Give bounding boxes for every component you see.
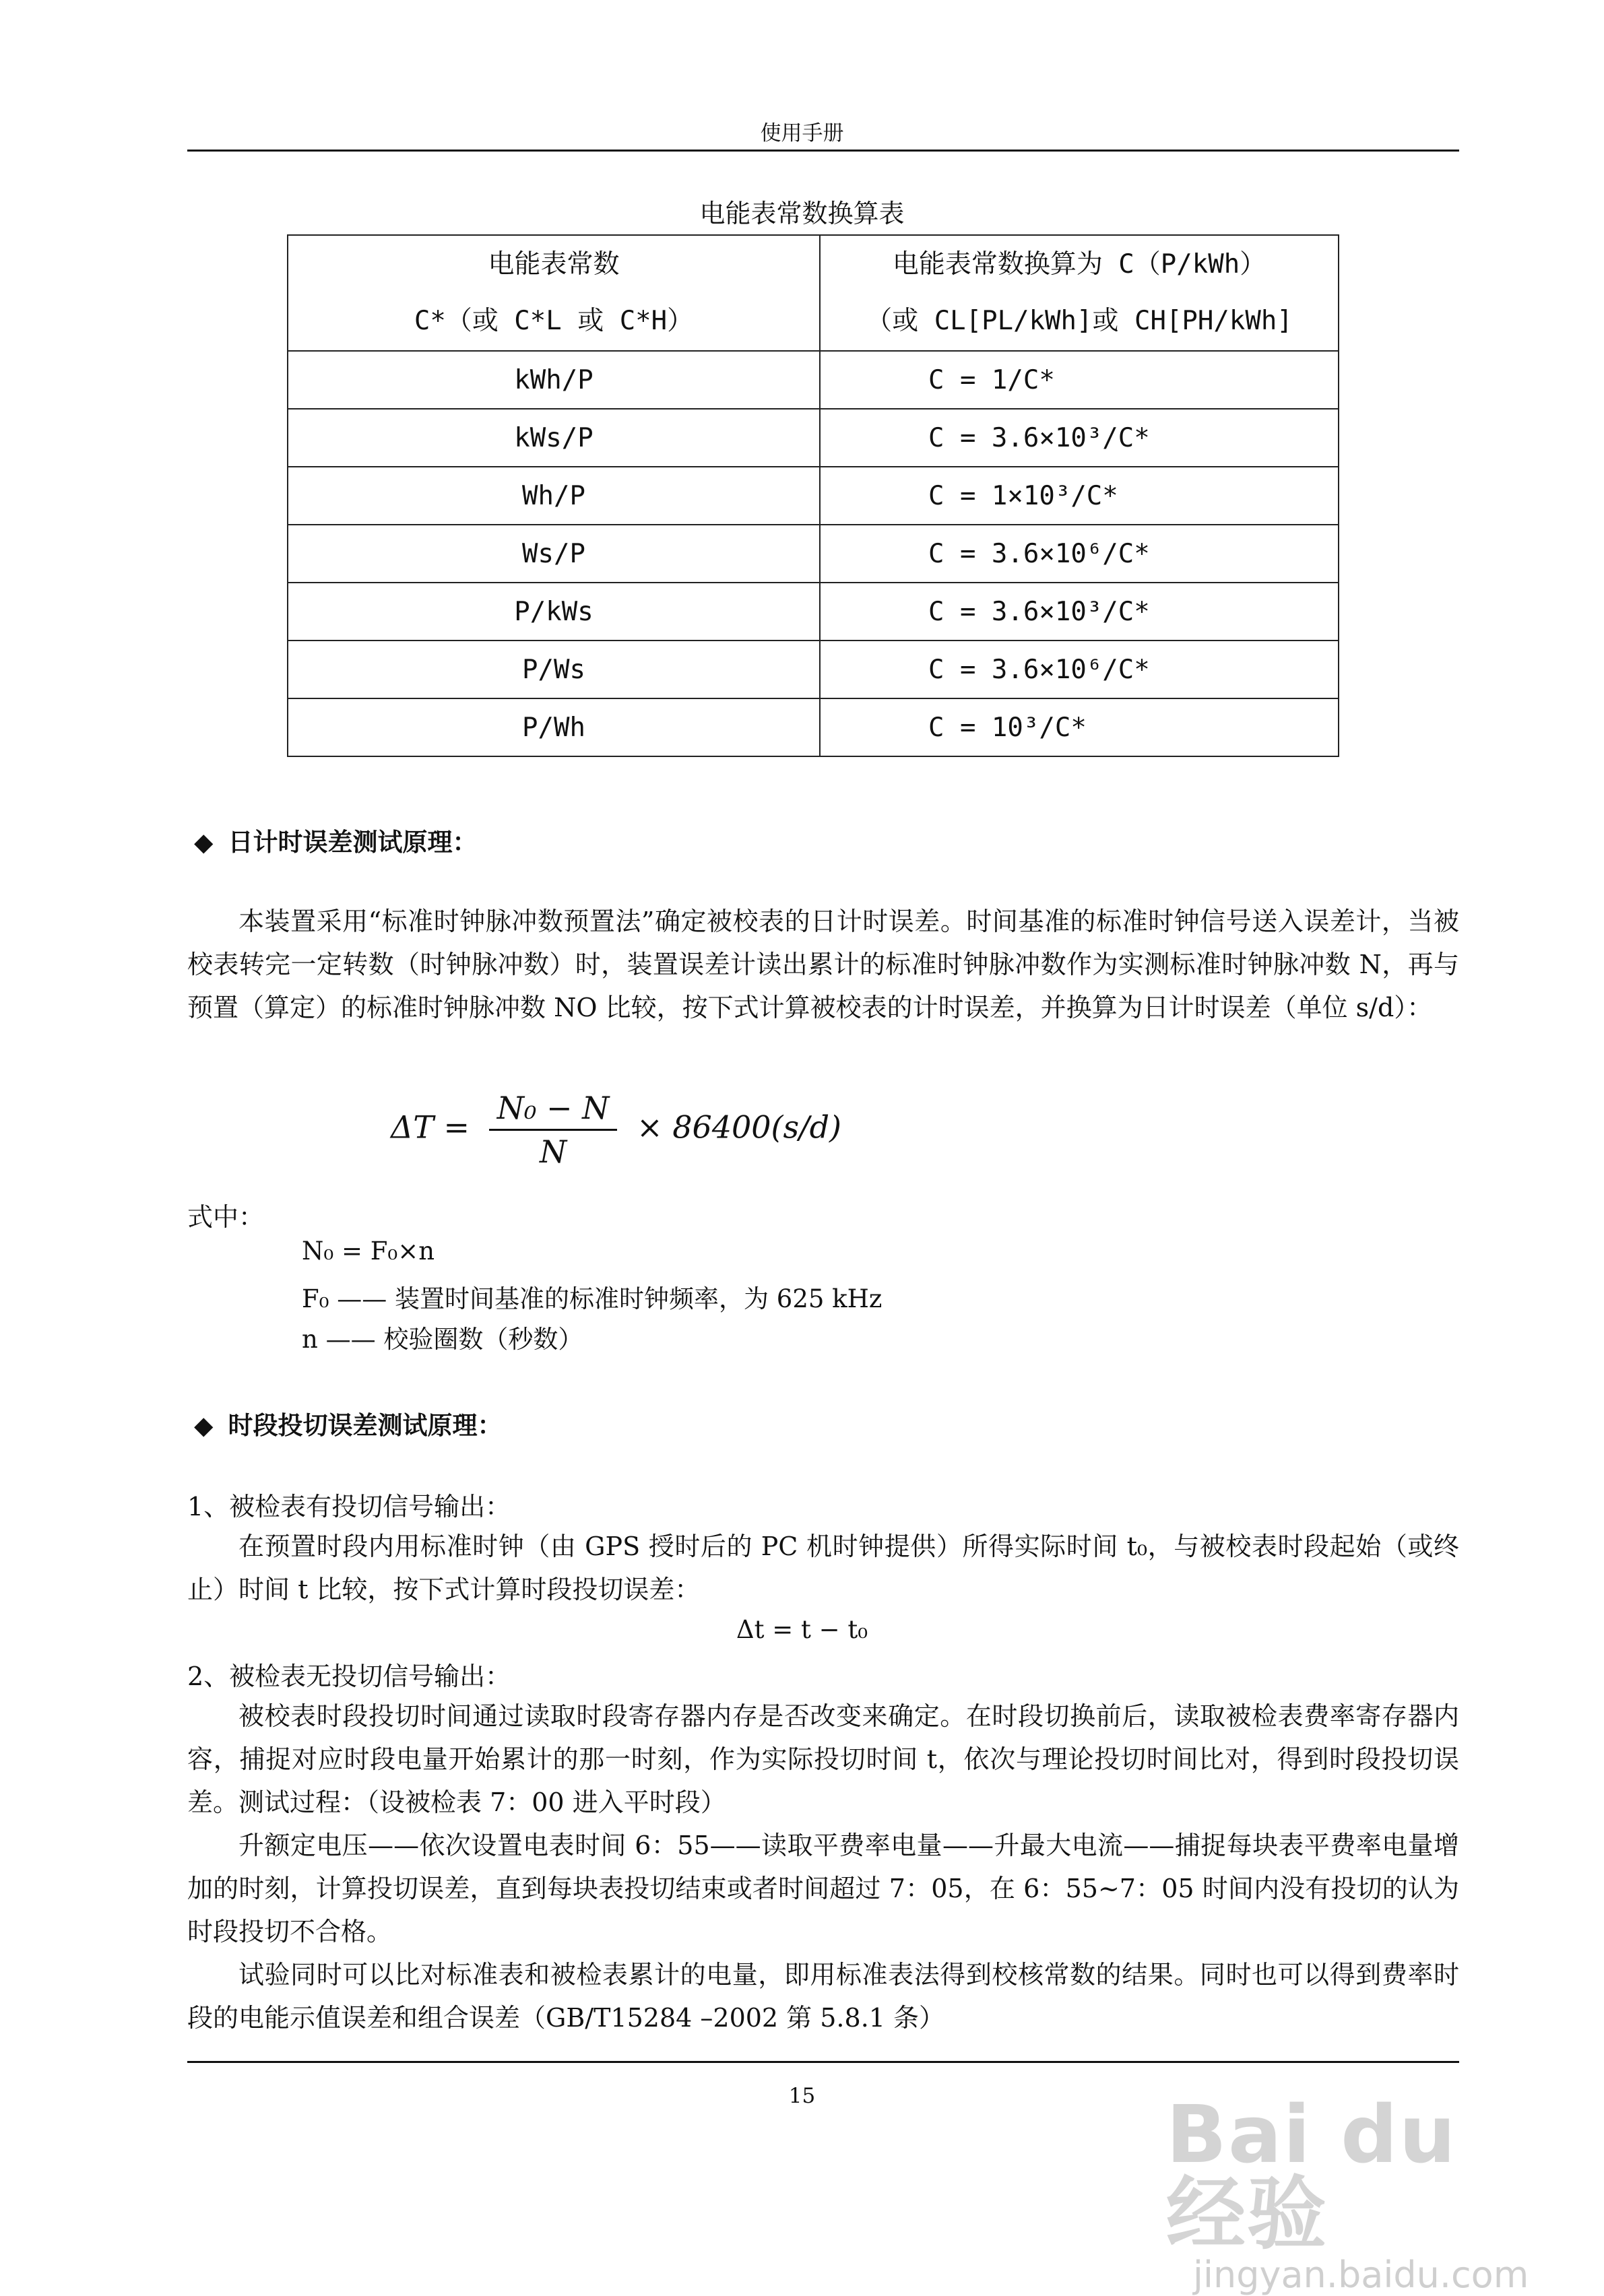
definition-n: n —— 校验圈数（秒数）	[302, 1325, 583, 1354]
formula-cell	[820, 351, 1339, 409]
formula-cell	[820, 641, 1339, 698]
table-header-row	[288, 235, 1339, 351]
formula-text: C = 3.6×10⁶/C*	[928, 538, 1150, 569]
formula-cell	[820, 525, 1339, 583]
header-cell-left	[288, 235, 820, 351]
header-right-line1: 电能表常数换算为 C（P/kWh）	[892, 249, 1266, 280]
footer-rule	[187, 2061, 1459, 2063]
conversion-table	[287, 234, 1339, 757]
formula-cell	[820, 409, 1339, 467]
unit-cell: P/Ws	[288, 641, 820, 698]
page-number: 15	[788, 2084, 816, 2108]
formula-delta-t	[391, 1090, 841, 1170]
formula-fraction	[489, 1090, 618, 1170]
paragraph-comparison: 试验同时可以比对标准表和被检表累计的电量，即用标准表法得到校核常数的结果。同时也可以得到费率时段的电能示值误差和组合误差（GB/T15284 –2002 第 5.8.1 条）	[187, 1960, 1459, 2033]
definition-f0: F₀ —— 装置时间基准的标准时钟频率，为 625 kHz	[302, 1284, 883, 1313]
formula-cell	[820, 467, 1339, 525]
formula-numerator: N₀ − N	[489, 1090, 618, 1131]
unit-cell: P/Wh	[288, 698, 820, 756]
formula-text: C = 3.6×10⁶/C*	[928, 654, 1150, 685]
diamond-bullet-icon: ◆	[194, 828, 214, 857]
table-row	[288, 698, 1339, 756]
formula-cell	[820, 583, 1339, 641]
table-row	[288, 641, 1339, 698]
header-right-line2: （或 CL[PL/kWh]或 CH[PH/kWh]	[866, 306, 1293, 336]
item-1-label: 1、被检表有投切信号输出：	[187, 1492, 511, 1521]
formula-denominator: N	[539, 1134, 567, 1170]
unit-cell: kWh/P	[288, 351, 820, 409]
diamond-bullet-icon: ◆	[194, 1411, 214, 1440]
unit-cell: P/kWs	[288, 583, 820, 641]
definition-n0: N₀ = F₀×n	[302, 1237, 435, 1266]
table-title: 电能表常数换算表	[699, 199, 905, 228]
header-left-line2: C*（或 C*L 或 C*H）	[414, 306, 694, 336]
formula-cell	[820, 698, 1339, 756]
header-rule	[187, 150, 1459, 152]
page-header-title: 使用手册	[760, 121, 844, 145]
header-cell-right	[820, 235, 1339, 351]
unit-cell: kWs/P	[288, 409, 820, 467]
table-row	[288, 409, 1339, 467]
watermark-url: jingyan.baidu.com	[1193, 2254, 1529, 2296]
table-row	[288, 525, 1339, 583]
section-heading-period-switch	[194, 1405, 502, 1441]
paragraph-item-1: 在预置时段内用标准时钟（由 GPS 授时后的 PC 机时钟提供）所得实际时间 t₀，与被校表时段起始（或终止）时间 t 比较，按下式计算时段投切误差：	[187, 1532, 1459, 1604]
section-heading-text: 日计时误差测试原理：	[228, 828, 478, 857]
formula-lhs: ΔT =	[391, 1109, 470, 1146]
baidu-watermark	[1166, 2088, 1543, 2296]
formula-text: C = 3.6×10³/C*	[928, 596, 1150, 627]
paragraph-item-2: 被校表时段投切时间通过读取时段寄存器内存是否改变来确定。在时段切换前后，读取被检表费率寄存器内容，捕捉对应时段电量开始累计的那一时刻，作为实际投切时间 t，依次与理论投切时间比对，得到时段投切误差。测试过程：（设被检表 7：00 进入平时段）	[187, 1701, 1459, 1817]
formula-delta-t-switch: Δt = t − t₀	[736, 1615, 868, 1644]
unit-cell: Wh/P	[288, 467, 820, 525]
table-row	[288, 467, 1339, 525]
watermark-brand: Bai du 经验	[1166, 2088, 1457, 2260]
paragraph-test-procedure: 升额定电压——依次设置电表时间 6：55——读取平费率电量——升最大电流——捕捉每块表平费率电量增加的时刻，计算投切误差，直到每块表投切结束或者时间超过 7：05，在 6：55~7：05 时间内没有投切的认为时段投切不合格。	[187, 1831, 1459, 1946]
formula-rhs: × 86400(s/d)	[637, 1109, 842, 1146]
table-row	[288, 583, 1339, 641]
formula-text: C = 1×10³/C*	[928, 480, 1118, 511]
where-label: 式中：	[187, 1202, 265, 1232]
section-heading-text: 时段投切误差测试原理：	[228, 1411, 503, 1440]
formula-text: C = 1/C*	[928, 364, 1055, 395]
header-left-line1: 电能表常数	[488, 249, 620, 280]
unit-cell: Ws/P	[288, 525, 820, 583]
paragraph-daily-timing: 本装置采用“标准时钟脉冲数预置法”确定被校表的日计时误差。时间基准的标准时钟信号送入误差计，当被校表转完一定转数（时钟脉冲数）时，装置误差计读出累计的标准时钟脉冲数作为实测标准时钟脉冲数 N，再与预置（算定）的标准时钟脉冲数 NO 比较，按下式计算被校表的计时误差，并换算为日计时误差（单位 s/d）：	[187, 907, 1459, 1022]
formula-text: C = 3.6×10³/C*	[928, 422, 1150, 453]
formula-text: C = 10³/C*	[928, 712, 1087, 743]
item-2-label: 2、被检表无投切信号输出：	[187, 1662, 511, 1691]
table-row	[288, 351, 1339, 409]
section-heading-daily-timing	[194, 822, 477, 858]
